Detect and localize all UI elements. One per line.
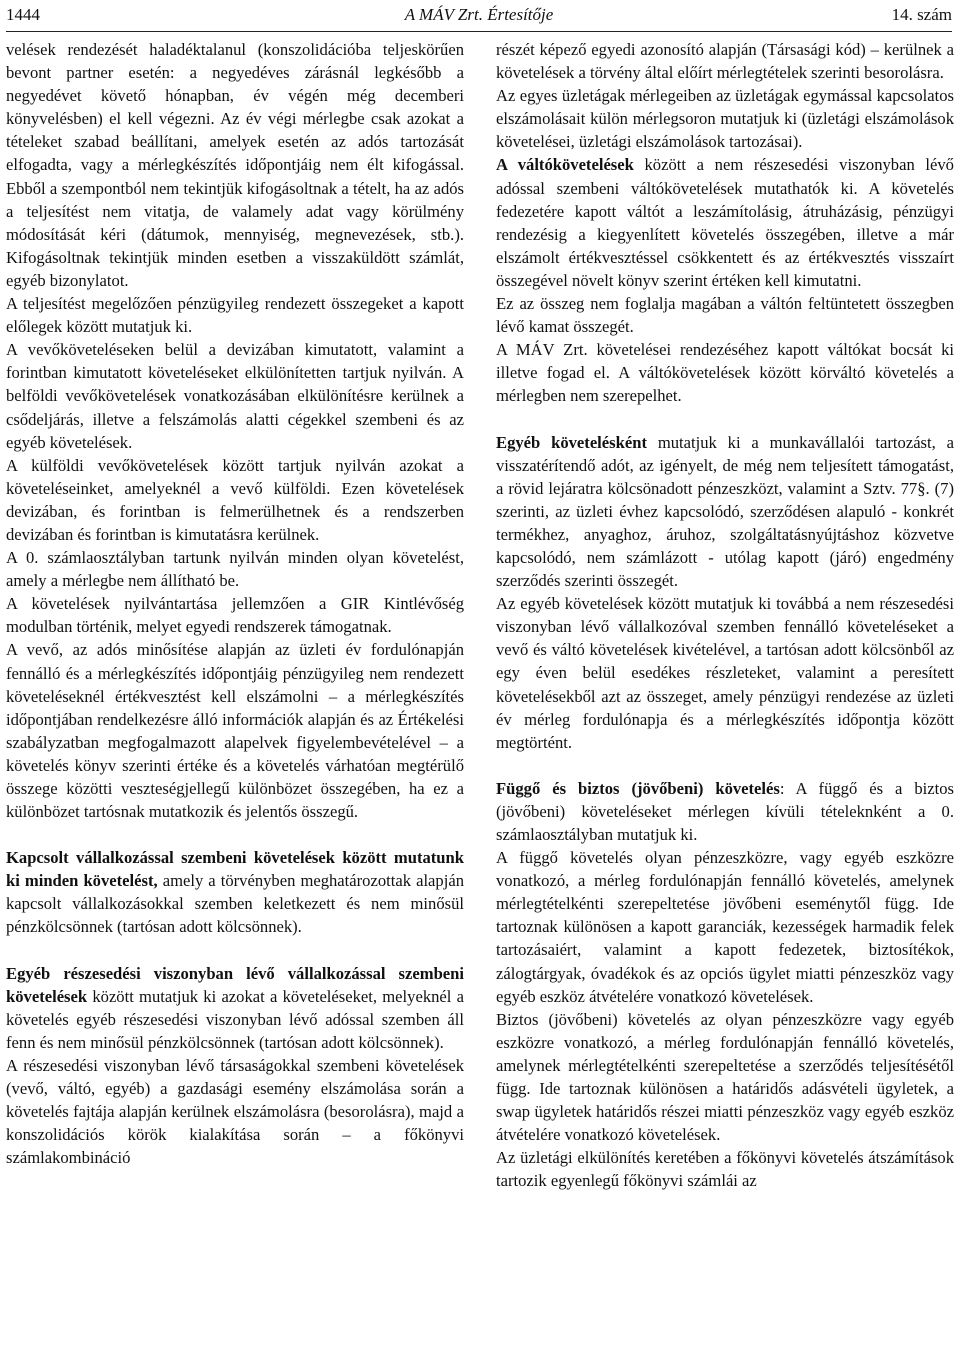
paragraph: Az üzletági elkülönítés keretében a főkönyvi követelés átszámítások tartozik egyenlegű főkönyvi számlái az — [496, 1148, 954, 1191]
paragraph: A részesedési viszonyban lévő társaságokkal szembeni követelések (vevő, váltó, egyéb) a gazdasági esemény elszámolása során a követelés fajtája alapján kerülnek elszámolásra (besorolásra), majd a konszolidációs körök kialakítása során – a főkönyvi számlakombináció — [6, 1055, 464, 1168]
paragraph: velések rendezését haladéktalanul (konszolidációba teljeskörűen bevont partner esetén: a negyedéves zárásnál legkésőbb a negyedévet követő hónapban, év végén még decemberi könyvelésben) el kell végezni. Az év végi mérlegbe csak azokat a tételeket szabad beállítani, amelyek esetén az adós tartozását elfogadta, vagy a mérlegkészítés időpontjáig nem élt kifogással. Ebből a szempontból nem tekintjük kifogásoltnak a tételt, ha az adós a teljesítést nem vitatja, de valamely adat vagy körülmény módosítását kéri (dátumok, mennyiség, megnevezések, stb.). Kifogásoltnak tekintjük minden esetben a visszaküldött számlát, egyéb bizonylatot. — [6, 40, 464, 290]
issue-number: 14. szám — [891, 5, 952, 24]
bold-lead: A váltókövetelések — [496, 155, 634, 175]
bold-lead: Kapcsolt vállalkozással szembeni követelések között mutatunk ki minden követelést, — [6, 848, 464, 891]
paragraph: A 0. számlaosztályban tartunk nyilván minden olyan követelést, amely a mérlegbe nem állítható be. — [6, 548, 464, 591]
journal-title: A MÁV Zrt. Értesítője — [404, 5, 554, 24]
paragraph: A vevő, az adós minősítése alapján az üzleti év fordulónapján fennálló és a mérlegkészítés időpontjáig pénzügyileg nem rendezett követeléseknél értékvesztést kell elszámolni – a mérlegkészítés időpontjában rendelkezésre álló információk alapján és az Értékelési szabályzatban megfogalmazott alapelvek figyelembevételével – a követelés könyv szerinti értéke és a követelés várhatóan megtérülő összege közötti veszteségjellegű különbözet összegében, ha ez a különbözet tartósnak mutatkozik és jelentős összegű. — [6, 640, 464, 822]
paragraph: A követelések nyilvántartása jellemzően a GIR Kintlévőség modulban történik, melyet egyedi rendszerek támogatnak. — [6, 594, 464, 637]
bold-lead: Függő és biztos (jövőbeni) követelés — [496, 778, 780, 798]
paragraph: Függő és biztos (jövőbeni) követelés: A függő és a biztos (jövőbeni) követeléseket mérlegen kívüli tételeknként a 0. számlaosztályban mutatjuk ki. — [496, 778, 954, 844]
header-divider — [6, 31, 952, 32]
paragraph: Biztos (jövőbeni) követelés az olyan pénzeszközre vagy egyéb eszközre vonatkozó, a mérleg fordulónapján fennálló követelés, amelynek mérlegtételkénti szerepeltetése a szerződés teljesítésétől függ. Ide tartoznak különösen a határidős adásvételi ügyletek, a swap ügyletek határidős részei miatti pénzeszköz vagy egyéb eszköz átvételére vonatkozó követelések. — [496, 1009, 954, 1145]
page-header — [6, 4, 952, 30]
paragraph: A külföldi vevőkövetelések között tartjuk nyilván azokat a követeléseinket, amelyeknél a vevő külföldi. Ezen követelések devizában, és forintban is felmerülhetnek és a rendszerben devizában és forintban is kimutatásra kerülnek. — [6, 455, 464, 544]
paragraph: A váltókövetelések között a nem részesedési viszonyban lévő adóssal szembeni váltókövetelések mutathatók ki. A követelés fedezetére kapott váltót a leszámítolásig, átruházásig, pénzügyi rendezésig a kiegyenlített követelés összegében, illetve a már elszámolt értékvesztéssel csökkentett és az értékvesztés visszaírt összegével növelt könyv szerint értéken kell kimutatni. — [496, 155, 954, 290]
paragraph: Ez az összeg nem foglalja magában a váltón feltüntetett összegben lévő kamat összegét. — [496, 294, 954, 337]
paragraph: Az egyes üzletágak mérlegeiben az üzletágak egymással kapcsolatos elszámolásait külön mérlegsoron mutatjuk ki (üzletági elszámolások követelései, üzletági elszámolások tartozásai). — [496, 86, 954, 152]
paragraph: Kapcsolt vállalkozással szembeni követelések között mutatunk ki minden követelést, amely a törvényben meghatározottak alapján kapcsolt vállalkozásokkal szemben keletkezett és nem minősül pénzkölcsönnek (tartósan adott kölcsönnek). — [6, 848, 464, 937]
bold-lead: Egyéb részesedési viszonyban lévő vállalkozással szembeni követelések — [6, 963, 464, 1006]
left-column — [6, 38, 464, 1169]
paragraph: A függő követelés olyan pénzeszközre, vagy egyéb eszközre vonatkozó, a mérleg fordulónapján fennálló követelés, amelynek mérlegtételkénti szerepeltetése jövőbeni eseménytől függ. Ide tartoznak különösen a kapott garanciák, kezességek harmadik felek tartozásaiért, valamint a kapott fedezetek, biztosítékok, zálogtárgyak, óvadékok és az opciós ügylet miatti pénzeszköz vagy egyéb eszköz átvételére vonatkozó követelések. — [496, 848, 954, 1006]
bold-lead: Egyéb követelésként — [496, 432, 647, 452]
page-number: 1444 — [6, 5, 40, 24]
paragraph: A MÁV Zrt. követelései rendezéséhez kapott váltókat bocsát ki illetve fogad el. A váltókövetelések között körváltó követelés a mérlegben nem szerepelhet. — [496, 340, 954, 406]
paragraph: részét képező egyedi azonosító alapján (Társasági kód) – kerülnek a követelések a törvény által előírt mérlegtételek szerinti besorolásra. — [496, 40, 954, 83]
paragraph: Egyéb követelésként mutatjuk ki a munkavállalói tartozást, a visszatérítendő adót, az igényelt, de még nem teljesített támogatást, a rövid lejáratra kölcsönadott pénzeszközt, valamint a Sztv. 77§. (7) szerinti, az üzleti évhez kapcsolódó, szerződésen alapuló - konkrét termékhez, anyaghoz, áruhoz, szolgáltatásnyújtáshoz közvetve kapcsolódó, nem számlázott - utólag kapott (járó) engedmény szerződés szerinti összegét. — [496, 432, 954, 591]
paragraph: A teljesítést megelőzően pénzügyileg rendezett összegeket a kapott előlegek között mutatjuk ki. — [6, 294, 464, 337]
right-column — [496, 38, 954, 1193]
paragraph: Egyéb részesedési viszonyban lévő vállalkozással szembeni követelések között mutatjuk ki azokat a követeléseket, melyeknél a követelés egyéb részesedési viszonyban lévő adóssal szemben áll fenn és nem minősül pénzkölcsönnek (tartósan adott kölcsönnek). — [6, 963, 464, 1052]
paragraph: Az egyéb követelések között mutatjuk ki továbbá a nem részesedési viszonyban lévő vállalkozóval szemben fennálló követeléseket a vevő és váltó követelések kivételével, a tartósan adott kölcsönből az egy éven belül esedékes részleteket, valamint a peresített követelésekből azt az összeget, amely pénzügyi rendezése az üzleti év mérleg fordulónapja és a mérlegkészítés időpontja között megtörtént. — [496, 594, 954, 752]
paragraph: A vevőköveteléseken belül a devizában kimutatott, valamint a forintban kimutatott követeléseket elkülönítetten tartjuk nyilván. A belföldi vevőkövetelések vonatkozásában elkülönítésre kerülnek a csődeljárás, illetve a felszámolás alatti cégekkel szembeni és az egyéb követelések. — [6, 340, 464, 452]
